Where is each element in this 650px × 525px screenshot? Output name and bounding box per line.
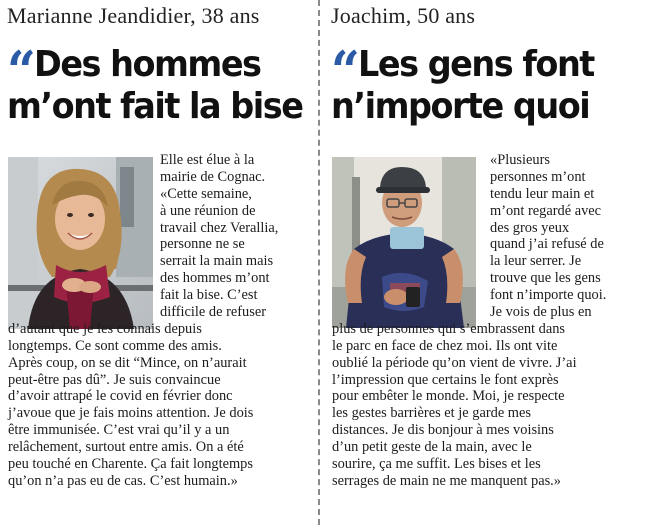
text-line: personnes m’ont xyxy=(490,168,586,185)
testimonial-right xyxy=(324,0,650,525)
text-line: «Cette semaine, xyxy=(160,185,252,202)
text-line: relâchement, surtout entre amis. On a été xyxy=(8,439,244,456)
text-line: d’autant que je les connais depuis xyxy=(8,320,202,337)
headline-line: m’ont fait la bise xyxy=(7,86,303,127)
text-line: travail chez Verallia, xyxy=(160,219,279,236)
headline-line: Les gens font xyxy=(358,44,594,85)
text-line: mairie de Cognac. xyxy=(160,168,266,185)
text-line: à une réunion de xyxy=(160,202,256,219)
text-line: j’avoue que je fais moins attention. Je dois xyxy=(8,405,254,422)
text-line: m’ont regardé avec xyxy=(490,202,602,219)
text-line: peut-être pas dû”. Je suis convaincue xyxy=(8,371,221,388)
body-text xyxy=(332,152,648,490)
headline-line: Des hommes xyxy=(34,44,261,85)
text-line: «Plusieurs xyxy=(490,152,550,168)
headline-line: n’importe quoi xyxy=(331,86,590,127)
text-line: Elle est élue à la xyxy=(160,152,255,168)
text-line: être immunisée. C’est vrai qu’il y a un xyxy=(8,422,230,439)
text-line: Après coup, on se dit “Mince, on n’aurait xyxy=(8,354,247,371)
text-line: distances. Je dis bonjour à mes voisins xyxy=(332,422,554,439)
text-line: tendu leur main et xyxy=(490,185,595,202)
text-line: personne ne se xyxy=(160,236,245,253)
text-line: serrages de main ne me manquent pas.» xyxy=(332,472,561,489)
quote-mark-icon: “ xyxy=(7,39,31,103)
text-line: qu’on n’a pas eu de cas. C’est humain.» xyxy=(8,472,238,489)
headline xyxy=(7,39,305,128)
text-line: quand j’ai refusé de xyxy=(490,236,604,253)
headline xyxy=(331,39,629,128)
text-line: le parc en face de chez moi. Ils ont vite xyxy=(332,337,558,354)
quote-mark-icon: “ xyxy=(331,39,355,103)
text-line: serrait la main mais xyxy=(160,253,274,270)
text-line: Je vois de plus en xyxy=(490,304,592,321)
text-line: fait la bise. C’est xyxy=(160,287,258,304)
text-line: longtemps. Ce sont comme des amis. xyxy=(8,337,222,354)
text-line: la leur serrer. Je xyxy=(490,253,582,270)
text-line: peu touché en Charente. Ça fait longtemps xyxy=(8,456,253,473)
text-line: oublié la période qu’on vient de vivre. J’ai xyxy=(332,354,577,371)
byline: Marianne Jeandidier, 38 ans xyxy=(7,3,260,28)
text-line: sourire, ça me suffit. Les bises et les xyxy=(332,456,541,473)
text-line: d’un petit geste de la main, avec le xyxy=(332,439,532,456)
text-line: des hommes m’ont xyxy=(160,270,270,287)
text-line: plus de personnes qui s’embrassent dans xyxy=(332,320,566,337)
text-line: difficile de refuser xyxy=(160,304,267,321)
text-line: d’avoir attrapé le covid en février donc xyxy=(8,388,233,405)
body-text xyxy=(8,152,314,490)
byline: Joachim, 50 ans xyxy=(331,3,476,28)
testimonial-left xyxy=(0,0,316,525)
column-divider xyxy=(318,0,320,525)
text-line: pour embêter le monde. Moi, je respecte xyxy=(332,388,565,405)
text-line: l’impression que certains le font exprès xyxy=(332,371,559,388)
text-line: trouve que les gens xyxy=(490,270,601,287)
text-line: des gros yeux xyxy=(490,219,570,236)
text-line: les gestes barrières et je garde mes xyxy=(332,405,531,422)
text-line: font n’importe quoi. xyxy=(490,287,607,304)
